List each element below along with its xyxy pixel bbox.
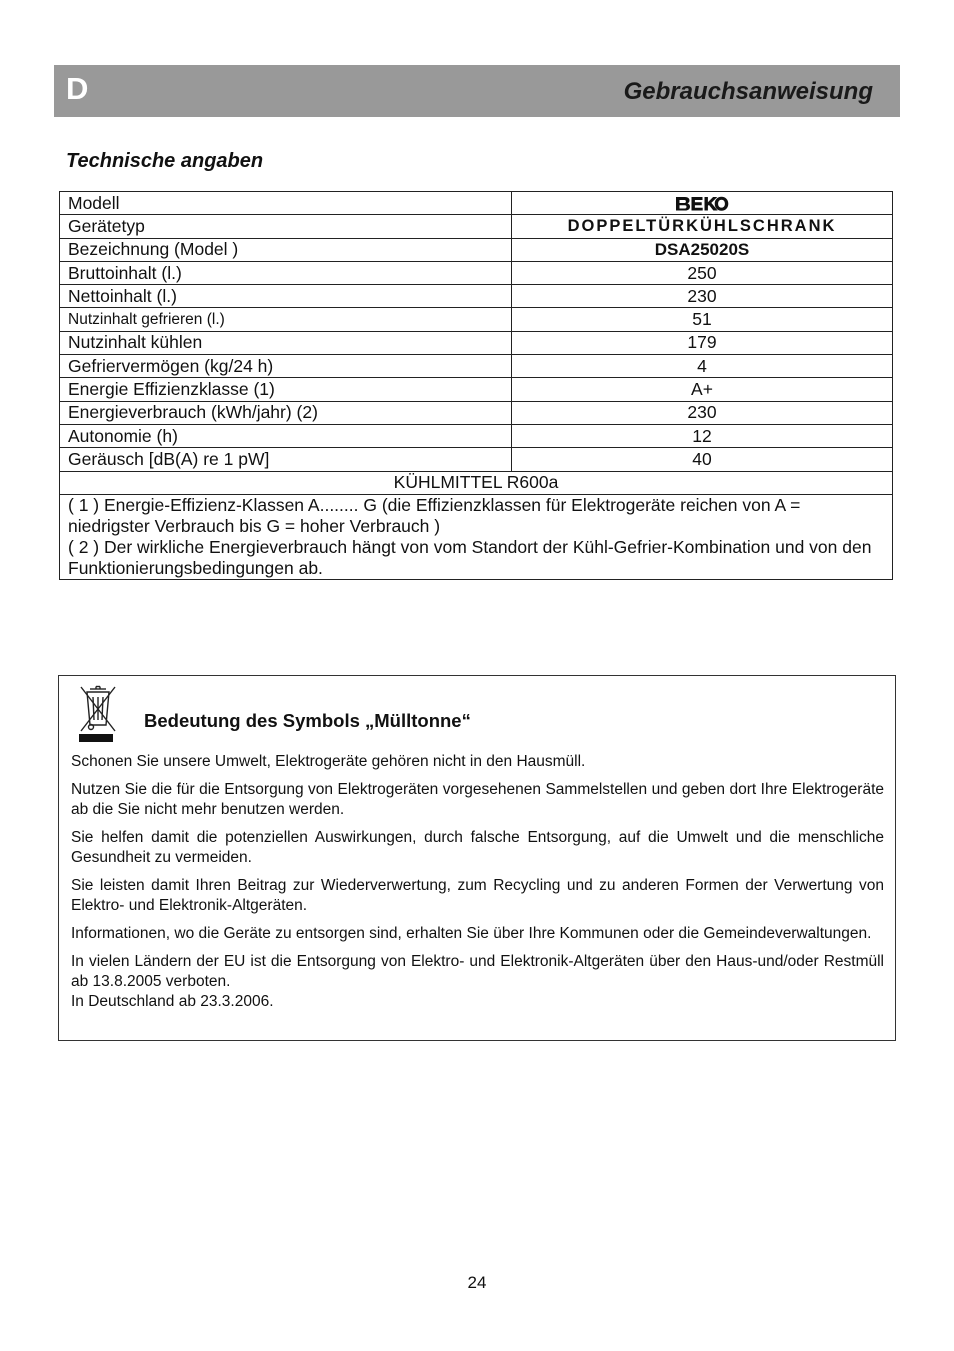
waste-disposal-box: [58, 675, 896, 1041]
waste-body: [71, 752, 884, 1020]
waste-paragraph: Schonen Sie unsere Umwelt, Elektrogeräte gehören nicht in den Hausmüll.: [71, 753, 586, 770]
row-value: 230: [512, 401, 893, 424]
row-value: A+: [512, 378, 893, 401]
row-label: Nutzinhalt gefrieren (l.): [60, 308, 512, 331]
row-label: Energie Effizienzklasse (1): [60, 378, 512, 401]
table-row: [60, 378, 893, 401]
row-label: Nutzinhalt kühlen: [60, 331, 512, 354]
table-row: [60, 215, 893, 238]
row-value: 4: [512, 355, 893, 378]
table-row: [60, 238, 893, 261]
section-title: Technische angaben: [66, 150, 264, 172]
crossed-out-bin-icon: [79, 685, 117, 743]
waste-paragraph: Sie helfen damit die potenziellen Auswirkungen, durch falsche Entsorgung, auf die Umwelt und die menschliche Gesundheit zu vermeiden.: [71, 829, 884, 866]
notes-row: [60, 494, 893, 579]
table-row: [60, 331, 893, 354]
row-value: 179: [512, 331, 893, 354]
brand-logo-cell: [512, 192, 893, 215]
row-label: Bezeichnung (Model ): [60, 238, 512, 261]
row-label: Gefriervermögen (kg/24 h): [60, 355, 512, 378]
row-value: 40: [512, 448, 893, 471]
language-letter: D: [66, 71, 89, 106]
note-1: ( 1 ) Energie-Effizienz-Klassen A........ G (die Effizienzklassen für Elektrogeräte reichen von A = niedrigster Verbrauch bis G = hoher Verbrauch ): [68, 494, 801, 536]
table-row: [60, 424, 893, 447]
waste-paragraph: Informationen, wo die Geräte zu entsorgen sind, erhalten Sie über Ihre Kommunen oder die Gemeindeverwaltungen.: [71, 925, 872, 942]
table-row: [60, 285, 893, 308]
notes-cell: [60, 494, 893, 579]
row-label: Geräusch [dB(A) re 1 pW]: [60, 448, 512, 471]
page-header: [54, 65, 900, 117]
table-row: [60, 401, 893, 424]
table-row: [60, 192, 893, 215]
row-value: DSA25020S: [512, 238, 893, 261]
table-row: [60, 448, 893, 471]
row-value: 51: [512, 308, 893, 331]
table-row: [60, 355, 893, 378]
row-label: Bruttoinhalt (l.): [60, 261, 512, 284]
table-row: [60, 308, 893, 331]
refrigerant-row: [60, 471, 893, 494]
page-number: 24: [467, 1273, 487, 1292]
row-label: Autonomie (h): [60, 424, 512, 447]
table-row: [60, 261, 893, 284]
row-label: Energieverbrauch (kWh/jahr) (2): [60, 401, 512, 424]
spec-table: [59, 191, 893, 580]
row-label: Nettoinhalt (l.): [60, 285, 512, 308]
note-2: ( 2 ) Der wirkliche Energieverbrauch hängt von vom Standort der Kühl-Gefrier-Kombination und von den Funktionierungsbedingungen ab.: [68, 536, 872, 578]
waste-title: Bedeutung des Symbols „Mülltonne“: [144, 710, 471, 731]
beko-logo: [675, 196, 729, 212]
row-value: 12: [512, 424, 893, 447]
row-value: 230: [512, 285, 893, 308]
row-label: Gerätetyp: [60, 215, 512, 238]
refrigerant: KÜHLMITTEL R600a: [60, 471, 893, 494]
row-value: 250: [512, 261, 893, 284]
waste-paragraph: Sie leisten damit Ihren Beitrag zur Wiederverwertung, zum Recycling und zu anderen Formen der Verwertung von Elektro- und Elektronik-Altgeräten.: [71, 877, 884, 914]
row-value: DOPPELTÜRKÜHLSCHRANK: [512, 215, 893, 238]
waste-paragraph: In vielen Ländern der EU ist die Entsorgung von Elektro- und Elektronik-Altgeräten über den Haus-und/oder Restmüll ab 13.8.2005 verboten.: [71, 953, 884, 990]
header-title: Gebrauchsanweisung: [623, 78, 873, 105]
row-label: Modell: [60, 192, 512, 215]
waste-last-line: In Deutschland ab 23.3.2006.: [71, 993, 274, 1010]
waste-paragraph: Nutzen Sie die für die Entsorgung von Elektrogeräten vorgesehenen Sammelstellen und geben dort Ihre Elektrogeräte ab die Sie nicht mehr benutzen werden.: [71, 781, 884, 818]
